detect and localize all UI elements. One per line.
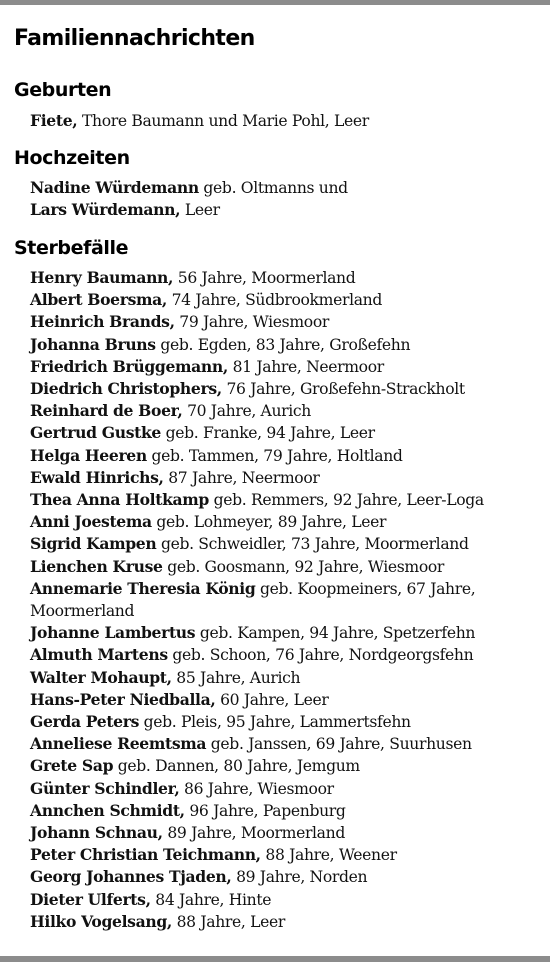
list-item — [30, 378, 535, 400]
person-name: Anneliese Reemtsma — [30, 734, 207, 754]
person-name: Walter Mohaupt, — [30, 667, 172, 687]
person-name: Sigrid Kampen — [30, 534, 157, 554]
list-item — [30, 911, 535, 933]
entry-details: geb. Schweidler, 73 Jahre, Moormerland — [160, 535, 469, 554]
person-name: Dieter Ulferts, — [30, 889, 151, 909]
person-name: Johanne Lambertus — [30, 623, 196, 643]
entry-details: Leer — [184, 201, 220, 220]
person-name: Grete Sap — [30, 756, 114, 776]
entry-details: geb. Kampen, 94 Jahre, Spetzerfehn — [199, 624, 476, 643]
page-title: Familiennachrichten — [14, 26, 255, 51]
person-name: Albert Boersma, — [30, 290, 167, 310]
person-name: Georg Johannes Tjaden, — [30, 867, 232, 887]
list-item — [30, 733, 535, 755]
person-name: Reinhard de Boer, — [30, 401, 183, 421]
entry-details: geb. Lohmeyer, 89 Jahre, Leer — [156, 513, 387, 532]
list-item — [30, 667, 535, 689]
list-item — [30, 445, 535, 467]
entry-details: geb. Remmers, 92 Jahre, Leer-Loga — [213, 491, 484, 510]
entry-details: 76 Jahre, Großefehn-Strackholt — [226, 380, 465, 399]
entry-details: 85 Jahre, Aurich — [176, 668, 301, 687]
entry-details: 87 Jahre, Neermoor — [168, 468, 320, 487]
list-item — [30, 844, 535, 866]
weddings-heading: Hochzeiten — [14, 147, 130, 169]
person-name: Almuth Martens — [30, 645, 168, 665]
person-name: Nadine Würdemann — [30, 178, 199, 197]
list-item — [30, 822, 535, 844]
list-item — [30, 556, 535, 578]
list-item — [30, 755, 535, 777]
list-item — [30, 489, 535, 511]
person-name: Gertrud Gustke — [30, 423, 162, 443]
person-name: Annchen Schmidt, — [30, 800, 185, 820]
person-name: Hilko Vogelsang, — [30, 911, 172, 931]
person-name: Anni Joestema — [30, 512, 152, 532]
list-item — [30, 866, 535, 888]
person-name: Johann Schnau, — [30, 823, 163, 843]
person-name: Ewald Hinrichs, — [30, 467, 164, 487]
list-item — [30, 689, 535, 711]
person-name: Lars Würdemann, — [30, 200, 181, 220]
person-name: Diedrich Christophers, — [30, 379, 222, 399]
entry-details: geb. Goosmann, 92 Jahre, Wiesmoor — [167, 557, 445, 576]
bottom-rule — [0, 956, 550, 962]
entry-details: Thore Baumann und Marie Pohl, Leer — [81, 112, 369, 130]
list-item — [30, 311, 535, 333]
entry-details: geb. Dannen, 80 Jahre, Jemgum — [117, 757, 360, 776]
list-item — [30, 622, 535, 644]
entry-details: 74 Jahre, Südbrookmerland — [171, 291, 382, 310]
list-item — [30, 199, 535, 221]
entry-details: 60 Jahre, Leer — [220, 690, 329, 709]
entry-details: geb. Tammen, 79 Jahre, Holtland — [151, 446, 403, 465]
person-name: Thea Anna Holtkamp — [30, 490, 209, 510]
births-heading: Geburten — [14, 79, 112, 101]
list-item — [30, 533, 535, 555]
entry-details: 84 Jahre, Hinte — [155, 890, 272, 909]
weddings-list — [30, 177, 535, 221]
person-name: Johanna Bruns — [30, 334, 156, 354]
person-name: Fiete, — [30, 111, 78, 130]
entry-details: geb. Oltmanns und — [203, 179, 348, 197]
list-item — [30, 578, 535, 622]
person-name: Helga Heeren — [30, 445, 147, 465]
entry-details: geb. Franke, 94 Jahre, Leer — [165, 424, 375, 443]
entry-details: 88 Jahre, Leer — [176, 912, 285, 931]
deaths-heading: Sterbefälle — [14, 237, 129, 259]
entry-details: 86 Jahre, Wiesmoor — [184, 779, 334, 798]
person-name: Peter Christian Teichmann, — [30, 845, 261, 865]
list-item — [30, 289, 535, 311]
entry-details: 96 Jahre, Papenburg — [189, 801, 346, 820]
entry-details: 56 Jahre, Moormerland — [177, 269, 356, 287]
entry-details: 79 Jahre, Wiesmoor — [179, 313, 329, 332]
list-item — [30, 889, 535, 911]
entry-details: 81 Jahre, Neermoor — [232, 357, 384, 376]
person-name: Annemarie Theresia König — [30, 578, 256, 598]
person-name: Hans-Peter Niedballa, — [30, 689, 216, 709]
deaths-list — [30, 267, 535, 933]
entry-details: geb. Schoon, 76 Jahre, Nordgeorgsfehn — [172, 646, 474, 665]
entry-details: geb. Janssen, 69 Jahre, Suurhusen — [210, 735, 472, 754]
person-name: Henry Baumann, — [30, 268, 174, 287]
list-item — [30, 511, 535, 533]
list-item — [30, 110, 535, 132]
list-item — [30, 467, 535, 489]
entry-details: geb. Koopmeiners, 67 Jahre, Moormerland — [30, 579, 476, 621]
person-name: Heinrich Brands, — [30, 312, 175, 332]
list-item — [30, 778, 535, 800]
births-list — [30, 110, 535, 132]
list-item — [30, 334, 535, 356]
person-name: Friedrich Brüggemann, — [30, 356, 228, 376]
top-rule — [0, 0, 550, 5]
list-item — [30, 711, 535, 733]
entry-details: 70 Jahre, Aurich — [187, 402, 311, 421]
entry-details: 88 Jahre, Weener — [265, 846, 397, 865]
person-name: Günter Schindler, — [30, 778, 180, 798]
list-item — [30, 177, 535, 199]
entry-details: geb. Egden, 83 Jahre, Großefehn — [160, 335, 411, 354]
list-item — [30, 356, 535, 378]
person-name: Gerda Peters — [30, 712, 140, 732]
entry-details: 89 Jahre, Norden — [236, 868, 368, 887]
list-item — [30, 267, 535, 289]
entry-details: 89 Jahre, Moormerland — [167, 824, 345, 843]
list-item — [30, 644, 535, 666]
entry-details: geb. Pleis, 95 Jahre, Lammertsfehn — [143, 713, 411, 732]
list-item — [30, 400, 535, 422]
list-item — [30, 422, 535, 444]
list-item — [30, 800, 535, 822]
person-name: Lienchen Kruse — [30, 556, 163, 576]
